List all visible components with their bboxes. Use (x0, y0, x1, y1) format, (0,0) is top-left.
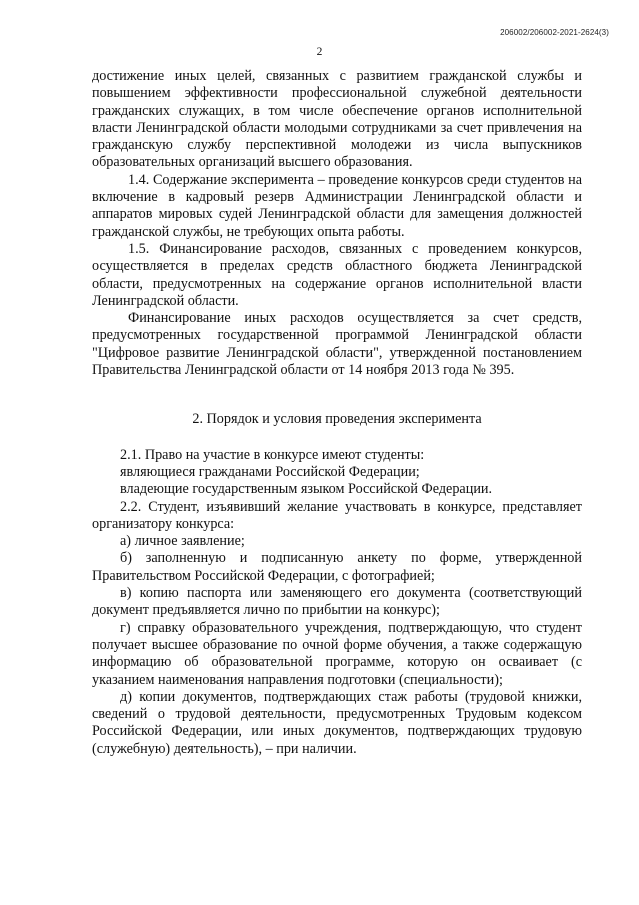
paragraph-1-5: 1.5. Финансирование расходов, связанных с проведением конкурсов, осуществляется в пределах средств областного бюджета Ленинградской области, предусмотренных на содержание органов исполнительной власти Ленинградской области. (92, 240, 582, 309)
list-item-d: д) копии документов, подтверждающих стаж работы (трудовой книжки, сведений о трудовой деятельности, предусмотренных Трудовым кодексом Российской Федерации, или иных документов, подтверждающих трудовую (служебную) деятельность), – при наличии. (92, 688, 582, 757)
document-id: 206002/206002-2021-2624(3) (500, 28, 609, 37)
list-item-b: б) заполненную и подписанную анкету по форме, утвержденной Правительством Российской Федерации, с фотографией; (92, 550, 582, 584)
section-heading: 2. Порядок и условия проведения эксперимента (192, 411, 482, 428)
paragraph-1-4: 1.4. Содержание эксперимента – проведение конкурсов среди студентов на включение в кадровый резерв Администрации Ленинградской области и аппаратов мировых судей Ленинградской области для замещения должностей гражданской службы, не требующих опыта работы. (92, 171, 582, 240)
page-number: 2 (316, 46, 323, 58)
list-item-citizenship: являющиеся гражданами Российской Федерации; (120, 463, 420, 480)
paragraph-2-2: 2.2. Студент, изъявивший желание участвовать в конкурсе, представляет организатору конкурса: (92, 498, 582, 532)
paragraph-purpose-continued: достижение иных целей, связанных с развитием гражданской службы и повышением эффективности профессиональной служебной деятельности гражданских служащих, в том числе обеспечение органов исполнительной власти Ленинградской области молодыми сотрудниками за счет привлечения на гражданскую службу перспективной молодежи из числа выпускников образовательных организаций высшего образования. (92, 68, 582, 171)
list-item-g: г) справку образовательного учреждения, подтверждающую, что студент получает высшее образование по очной форме обучения, а также содержащую информацию об образовательной программе, которую он осваивает (с указанием наименования направления подготовки (специальности); (92, 619, 582, 688)
document-body (92, 68, 582, 758)
paragraph-2-1: 2.1. Право на участие в конкурсе имеют студенты: (120, 446, 425, 463)
list-item-v: в) копию паспорта или заменяющего его документа (соответствующий документ предъявляется лично по прибытии на конкурс); (92, 585, 582, 619)
list-item-a: а) личное заявление; (120, 533, 245, 550)
list-item-language: владеющие государственным языком Российской Федерации. (120, 481, 493, 498)
paragraph-financing-other: Финансирование иных расходов осуществляется за счет средств, предусмотренных государственной программой Ленинградской области "Цифровое развитие Ленинградской области", утвержденной постановлением Правительства Ленинградской области от 14 ноября 2013 года № 395. (92, 310, 582, 379)
